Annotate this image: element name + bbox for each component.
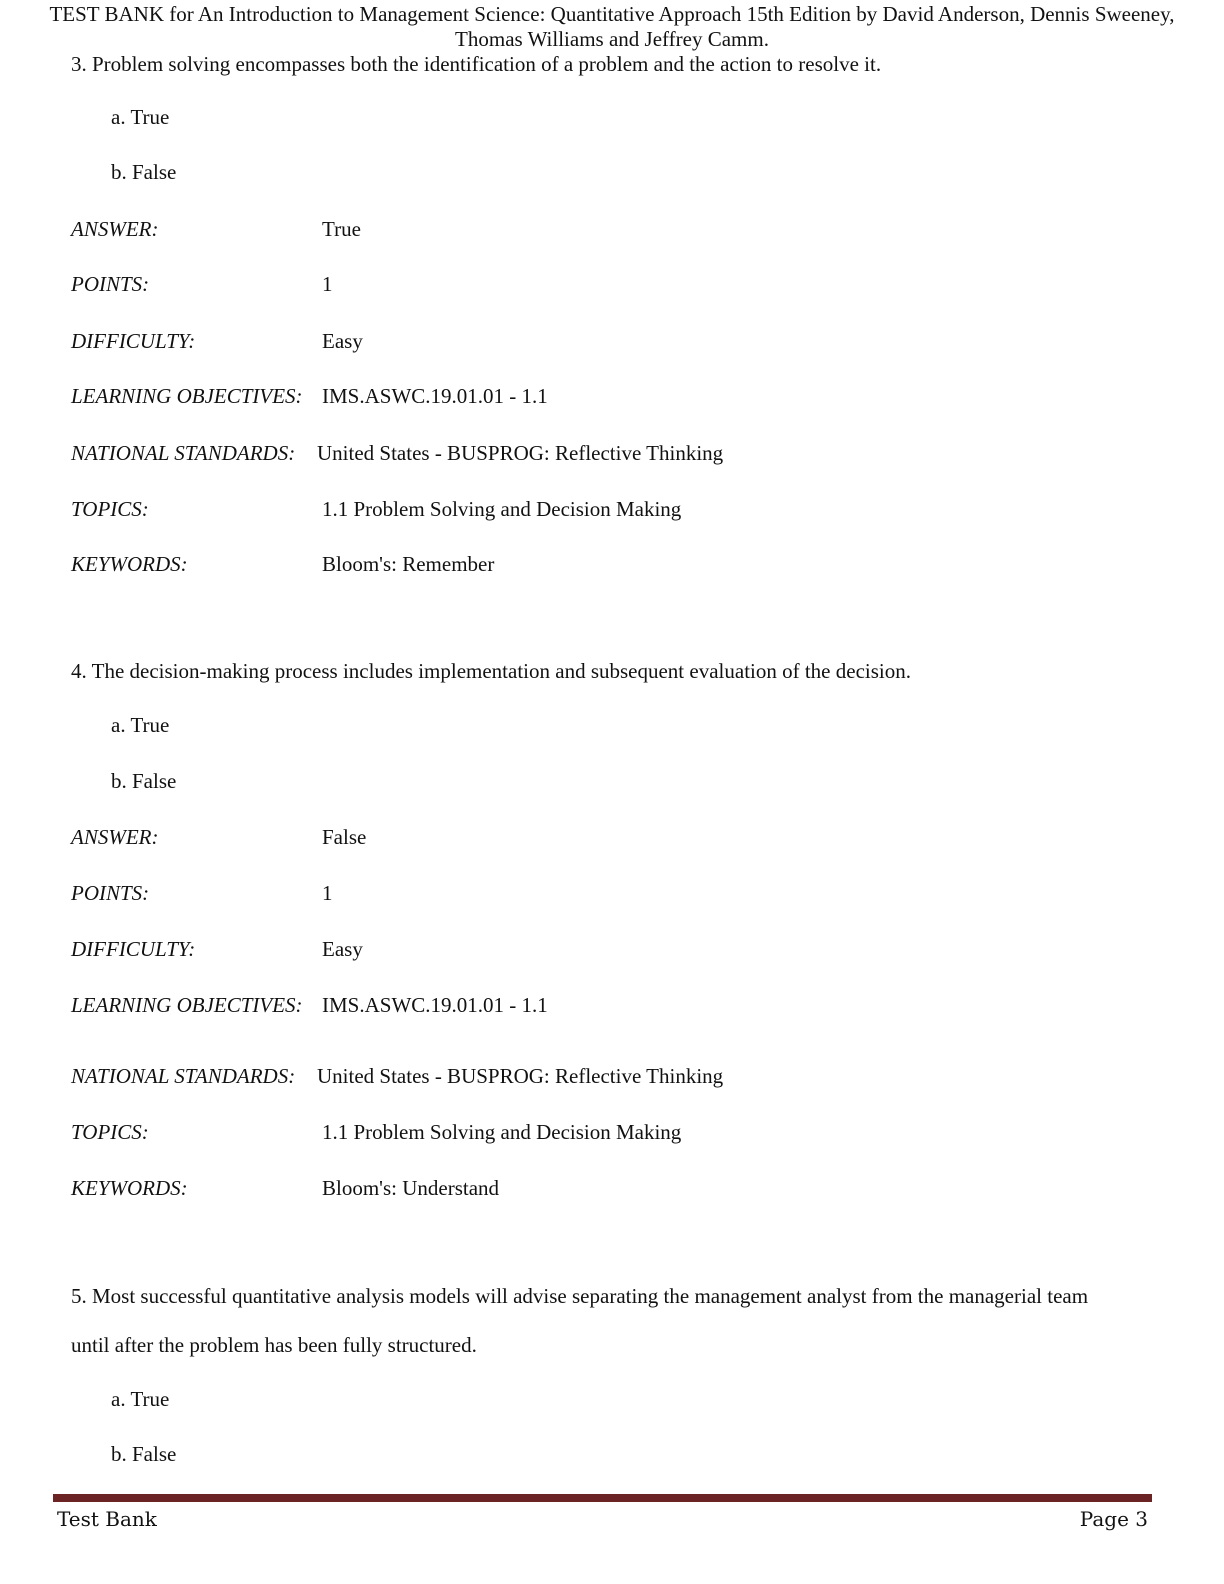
national-standards-label: NATIONAL STANDARDS: [71, 1064, 296, 1088]
learning-objectives-value: IMS.ASWC.19.01.01 - 1.1 [322, 384, 548, 408]
answer-value: True [322, 217, 361, 241]
question-stem: 3. Problem solving encompasses both the identification of a problem and the action to resolve it. [71, 52, 882, 76]
points-value: 1 [322, 881, 333, 905]
topics-value: 1.1 Problem Solving and Decision Making [322, 497, 682, 521]
page-number: Page 3 [1079, 1507, 1148, 1531]
question-stem: 4. The decision-making process includes implementation and subsequent evaluation of the decision. [71, 659, 911, 683]
question-stem-line-1: 5. Most successful quantitative analysis models will advise separating the management analyst from the managerial team [71, 1284, 1089, 1308]
learning-objectives-label: LEARNING OBJECTIVES: [71, 993, 303, 1017]
learning-objectives-value: IMS.ASWC.19.01.01 - 1.1 [322, 993, 548, 1017]
document-header-title: TEST BANK for An Introduction to Management Science: Quantitative Approach 15th Edition by David Anderson, Dennis Sweeney, Thomas Williams and Jeffrey Camm. [49, 2, 1175, 51]
topics-label: TOPICS: [71, 1120, 149, 1144]
points-label: POINTS: [71, 272, 150, 296]
difficulty-label: DIFFICULTY: [71, 937, 196, 961]
national-standards-value: United States - BUSPROG: Reflective Thinking [317, 1064, 724, 1088]
learning-objectives-label: LEARNING OBJECTIVES: [71, 384, 303, 408]
difficulty-value: Easy [322, 329, 363, 353]
national-standards-label: NATIONAL STANDARDS: [71, 441, 296, 465]
topics-value: 1.1 Problem Solving and Decision Making [322, 1120, 682, 1144]
points-value: 1 [322, 272, 333, 296]
difficulty-value: Easy [322, 937, 363, 961]
keywords-label: KEYWORDS: [71, 552, 188, 576]
topics-label: TOPICS: [71, 497, 149, 521]
choice-a: a. True [111, 713, 170, 737]
footer-label: Test Bank [57, 1507, 157, 1531]
keywords-label: KEYWORDS: [71, 1176, 188, 1200]
choice-b: b. False [111, 769, 177, 793]
choice-b: b. False [111, 160, 177, 184]
answer-value: False [322, 825, 367, 849]
choice-b: b. False [111, 1442, 177, 1466]
national-standards-value: United States - BUSPROG: Reflective Thinking [317, 441, 724, 465]
keywords-value: Bloom's: Remember [322, 552, 495, 576]
difficulty-label: DIFFICULTY: [71, 329, 196, 353]
answer-label: ANSWER: [71, 825, 159, 849]
choice-a: a. True [111, 1387, 170, 1411]
question-stem-line-2: until after the problem has been fully structured. [71, 1333, 477, 1357]
choice-a: a. True [111, 105, 170, 129]
points-label: POINTS: [71, 881, 150, 905]
keywords-value: Bloom's: Understand [322, 1176, 500, 1200]
footer-rule [53, 1494, 1152, 1502]
answer-label: ANSWER: [71, 217, 159, 241]
